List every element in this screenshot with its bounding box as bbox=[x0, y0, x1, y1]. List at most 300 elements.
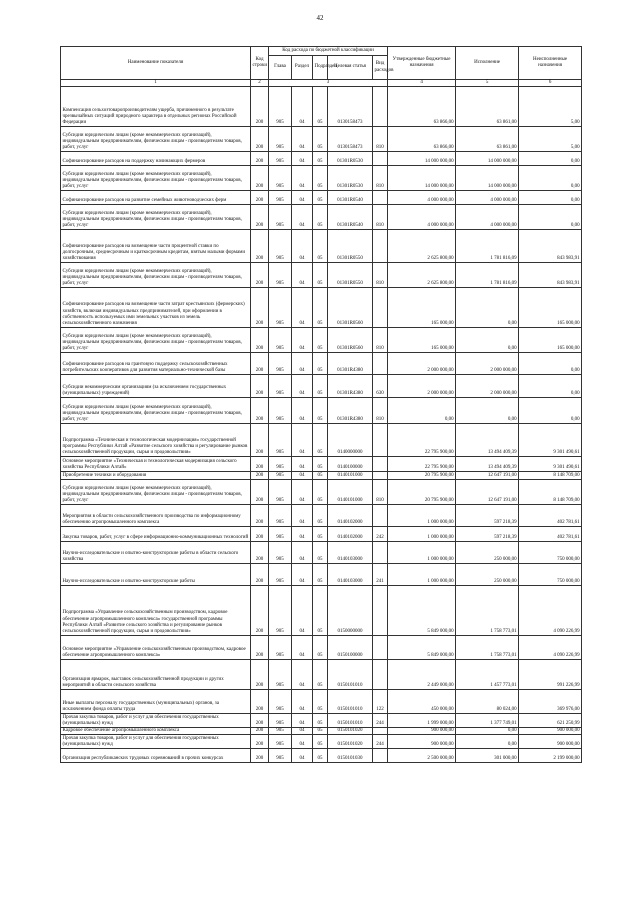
row-name: Подпрограмма «Управление сельскохозяйственным производством, кадровое обеспечение агропромышленного комплекса» государственной программы Республики Алтай «Развитие сельского хозяйства и регулирование рынков сельскохозяйственной продукции, сырья и продовольствия» bbox=[61, 586, 251, 636]
row-vr: 810 bbox=[373, 263, 388, 288]
table-row bbox=[61, 127, 582, 152]
row-approved: 63 866,00 bbox=[388, 127, 456, 152]
row-approved: 1 000 000,00 bbox=[388, 564, 456, 586]
table-row bbox=[61, 542, 582, 564]
row-glava: 905 bbox=[269, 353, 292, 375]
colnum: 3 bbox=[269, 80, 388, 87]
row-approved: 1 999 000,00 bbox=[388, 714, 456, 728]
row-approved: 2 449 000,00 bbox=[388, 660, 456, 690]
row-unexecuted: 402 781,61 bbox=[519, 505, 582, 527]
row-podrazdel: 05 bbox=[313, 152, 328, 166]
row-vr bbox=[373, 230, 388, 263]
row-podrazdel: 05 bbox=[313, 480, 328, 505]
row-name: Закупка товаров, работ, услуг в сфере информационно-коммуникационных технологий bbox=[61, 527, 251, 542]
row-vr: 810 bbox=[373, 166, 388, 191]
row-glava: 905 bbox=[269, 480, 292, 505]
row-unexecuted: 2 199 000,00 bbox=[519, 749, 582, 763]
row-unexecuted: 621 250,99 bbox=[519, 714, 582, 728]
row-name: Субсидии юридическим лицам (кроме некоммерческих организаций), индивидуальным предпринимателям, физическим лицам - производителям товаров, работ, услуг bbox=[61, 328, 251, 353]
row-unexecuted: 750 000,00 bbox=[519, 542, 582, 564]
row-vr bbox=[373, 660, 388, 690]
row-name: Прочая закупка товаров, работ и услуг для обеспечения государственных (муниципальных) нужд bbox=[61, 714, 251, 728]
page-number: 42 bbox=[316, 14, 324, 22]
row-glava: 905 bbox=[269, 375, 292, 398]
row-code: 200 bbox=[251, 353, 269, 375]
table-row bbox=[61, 424, 582, 457]
row-glava: 905 bbox=[269, 527, 292, 542]
row-executed: 1 457 773,01 bbox=[456, 660, 519, 690]
row-unexecuted: 991 226,99 bbox=[519, 660, 582, 690]
row-name: Софинансирование расходов на возмещение части процентной ставки по долгосрочным, среднесрочным и краткосрочным кредитам, взятым малыми формами хозяйствования bbox=[61, 230, 251, 263]
row-csr: 0140100000 bbox=[328, 457, 373, 472]
row-podrazdel: 05 bbox=[313, 505, 328, 527]
row-executed: 63 861,00 bbox=[456, 127, 519, 152]
row-unexecuted: 900 000,00 bbox=[519, 728, 582, 735]
row-name: Научно-исследовательские и опытно-конструкторские работы в области сельского хозяйства bbox=[61, 542, 251, 564]
row-vr: 810 bbox=[373, 398, 388, 424]
row-unexecuted: 900 000,00 bbox=[519, 735, 582, 749]
row-glava: 905 bbox=[269, 749, 292, 763]
row-executed: 12 647 191,00 bbox=[456, 472, 519, 480]
row-glava: 905 bbox=[269, 505, 292, 527]
row-executed: 1 758 773,01 bbox=[456, 636, 519, 660]
row-code: 200 bbox=[251, 542, 269, 564]
row-name: Организация ярмарок, выставок сельскохозяйственной продукции и других мероприятий в области сельского хозяйства bbox=[61, 660, 251, 690]
row-approved: 2 000 000,00 bbox=[388, 375, 456, 398]
row-name: Софинансирование расходов на развитие семейных животноводческих ферм bbox=[61, 191, 251, 205]
row-executed: 2 000 000,00 bbox=[456, 375, 519, 398]
table-row bbox=[61, 353, 582, 375]
row-code: 200 bbox=[251, 586, 269, 636]
table-row bbox=[61, 586, 582, 636]
row-podrazdel: 05 bbox=[313, 749, 328, 763]
table-row bbox=[61, 690, 582, 714]
row-unexecuted: 0,00 bbox=[519, 166, 582, 191]
row-name: Подпрограмма «Техническая и технологическая модернизация» государственной программы Республики Алтай «Развитие сельского хозяйства и регулирование рынков сельскохозяйственной продукции, сырья и продовольствия» bbox=[61, 424, 251, 457]
row-code: 200 bbox=[251, 87, 269, 127]
row-approved: 22 795 900,00 bbox=[388, 457, 456, 472]
table-row bbox=[61, 398, 582, 424]
row-unexecuted: 5,00 bbox=[519, 87, 582, 127]
header-name: Наименование показателя bbox=[61, 47, 251, 80]
row-vr bbox=[373, 87, 388, 127]
row-razdel: 04 bbox=[292, 424, 313, 457]
row-code: 200 bbox=[251, 714, 269, 728]
row-csr: 0140102000 bbox=[328, 527, 373, 542]
row-executed: 1 758 773,01 bbox=[456, 586, 519, 636]
row-csr: 01301R4380 bbox=[328, 398, 373, 424]
row-code: 200 bbox=[251, 288, 269, 328]
row-name: Прочая закупка товаров, работ и услуг для обеспечения государственных (муниципальных) нужд bbox=[61, 735, 251, 749]
row-code: 200 bbox=[251, 749, 269, 763]
row-unexecuted: 8 148 709,00 bbox=[519, 480, 582, 505]
row-vr: 241 bbox=[373, 564, 388, 586]
row-approved: 2 500 000,00 bbox=[388, 749, 456, 763]
table-row bbox=[61, 230, 582, 263]
header-unexecuted: Неисполненные назначения bbox=[519, 47, 582, 80]
row-csr: 0130158473 bbox=[328, 87, 373, 127]
row-razdel: 04 bbox=[292, 564, 313, 586]
row-razdel: 04 bbox=[292, 728, 313, 735]
row-csr: 0140102000 bbox=[328, 505, 373, 527]
row-glava: 905 bbox=[269, 564, 292, 586]
row-razdel: 04 bbox=[292, 87, 313, 127]
row-approved: 5 849 000,00 bbox=[388, 636, 456, 660]
colnum: 4 bbox=[388, 80, 456, 87]
table-row bbox=[61, 152, 582, 166]
header-glava: Глава bbox=[269, 56, 292, 80]
row-code: 200 bbox=[251, 152, 269, 166]
row-podrazdel: 05 bbox=[313, 714, 328, 728]
row-vr: 810 bbox=[373, 480, 388, 505]
row-csr: 0130158473 bbox=[328, 127, 373, 152]
row-podrazdel: 05 bbox=[313, 660, 328, 690]
row-code: 200 bbox=[251, 472, 269, 480]
row-executed: 2 000 000,00 bbox=[456, 353, 519, 375]
row-glava: 905 bbox=[269, 714, 292, 728]
row-vr bbox=[373, 586, 388, 636]
row-csr: 0150101020 bbox=[328, 728, 373, 735]
row-razdel: 04 bbox=[292, 735, 313, 749]
row-approved: 5 849 000,00 bbox=[388, 586, 456, 636]
row-glava: 905 bbox=[269, 230, 292, 263]
table-row bbox=[61, 166, 582, 191]
row-name: Субсидии юридическим лицам (кроме некоммерческих организаций), индивидуальным предпринимателям, физическим лицам - производителям товаров, работ, услуг bbox=[61, 166, 251, 191]
row-executed: 0,00 bbox=[456, 735, 519, 749]
row-podrazdel: 05 bbox=[313, 728, 328, 735]
row-code: 200 bbox=[251, 690, 269, 714]
row-razdel: 04 bbox=[292, 480, 313, 505]
row-unexecuted: 0,00 bbox=[519, 191, 582, 205]
row-name: Субсидии некоммерческим организациям (за исключением государственных (муниципальных) учреждений) bbox=[61, 375, 251, 398]
row-glava: 905 bbox=[269, 586, 292, 636]
row-razdel: 04 bbox=[292, 457, 313, 472]
row-executed: 597 218,39 bbox=[456, 527, 519, 542]
row-csr: 01301R0530 bbox=[328, 166, 373, 191]
row-razdel: 04 bbox=[292, 166, 313, 191]
row-razdel: 04 bbox=[292, 288, 313, 328]
row-executed: 250 000,00 bbox=[456, 564, 519, 586]
row-podrazdel: 05 bbox=[313, 472, 328, 480]
row-podrazdel: 05 bbox=[313, 564, 328, 586]
table-row bbox=[61, 660, 582, 690]
row-code: 200 bbox=[251, 230, 269, 263]
row-approved: 63 866,00 bbox=[388, 87, 456, 127]
row-code: 200 bbox=[251, 166, 269, 191]
row-csr: 0140101000 bbox=[328, 480, 373, 505]
row-razdel: 04 bbox=[292, 375, 313, 398]
row-code: 200 bbox=[251, 480, 269, 505]
row-csr: 0140101000 bbox=[328, 472, 373, 480]
row-name: Софинансирование расходов на поддержку начинающих фермеров bbox=[61, 152, 251, 166]
row-executed: 0,00 bbox=[456, 398, 519, 424]
row-name: Основное мероприятие «Техническая и технологическая модернизация сельского хозяйства Республики Алтай» bbox=[61, 457, 251, 472]
table-row bbox=[61, 749, 582, 763]
row-razdel: 04 bbox=[292, 127, 313, 152]
row-vr bbox=[373, 472, 388, 480]
row-vr bbox=[373, 542, 388, 564]
row-approved: 2 000 000,00 bbox=[388, 353, 456, 375]
row-razdel: 04 bbox=[292, 152, 313, 166]
row-glava: 905 bbox=[269, 542, 292, 564]
row-csr: 01301R0560 bbox=[328, 328, 373, 353]
row-name: Научно-исследовательские и опытно-конструкторские работы bbox=[61, 564, 251, 586]
row-name: Субсидии юридическим лицам (кроме некоммерческих организаций), индивидуальным предпринимателям, физическим лицам - производителям товаров, работ, услуг bbox=[61, 127, 251, 152]
row-vr bbox=[373, 152, 388, 166]
row-executed: 1 781 816,09 bbox=[456, 263, 519, 288]
row-name: Основное мероприятие «Управление сельскохозяйственным производством, кадровое обеспечение агропромышленного комплекса» bbox=[61, 636, 251, 660]
row-unexecuted: 0,00 bbox=[519, 398, 582, 424]
header-code: Код строки bbox=[251, 47, 269, 80]
row-executed: 4 000 000,00 bbox=[456, 205, 519, 230]
table-row bbox=[61, 480, 582, 505]
row-unexecuted: 8 148 709,00 bbox=[519, 472, 582, 480]
row-code: 200 bbox=[251, 205, 269, 230]
row-vr bbox=[373, 636, 388, 660]
row-podrazdel: 05 bbox=[313, 87, 328, 127]
row-vr bbox=[373, 505, 388, 527]
row-executed: 1 781 816,09 bbox=[456, 230, 519, 263]
row-vr bbox=[373, 353, 388, 375]
header-csr: Целевая статья bbox=[328, 56, 373, 80]
row-razdel: 04 bbox=[292, 353, 313, 375]
row-podrazdel: 05 bbox=[313, 586, 328, 636]
row-podrazdel: 05 bbox=[313, 353, 328, 375]
row-code: 200 bbox=[251, 527, 269, 542]
table-body bbox=[61, 87, 582, 763]
row-razdel: 04 bbox=[292, 749, 313, 763]
row-csr: 0140000000 bbox=[328, 424, 373, 457]
row-podrazdel: 05 bbox=[313, 166, 328, 191]
row-approved: 1 000 000,00 bbox=[388, 542, 456, 564]
colnum: 6 bbox=[519, 80, 582, 87]
row-podrazdel: 05 bbox=[313, 375, 328, 398]
row-approved: 4 000 000,00 bbox=[388, 191, 456, 205]
row-code: 200 bbox=[251, 636, 269, 660]
budget-table bbox=[60, 46, 582, 763]
header-razdel: Раздел bbox=[292, 56, 313, 80]
row-vr bbox=[373, 424, 388, 457]
row-podrazdel: 05 bbox=[313, 205, 328, 230]
row-code: 200 bbox=[251, 127, 269, 152]
table-row bbox=[61, 87, 582, 127]
row-podrazdel: 05 bbox=[313, 424, 328, 457]
header-podrazdel: Подраздел bbox=[313, 56, 328, 80]
row-approved: 20 795 900,00 bbox=[388, 480, 456, 505]
row-unexecuted: 0,00 bbox=[519, 152, 582, 166]
row-podrazdel: 05 bbox=[313, 328, 328, 353]
row-glava: 905 bbox=[269, 472, 292, 480]
row-csr: 0140103000 bbox=[328, 564, 373, 586]
row-razdel: 04 bbox=[292, 586, 313, 636]
row-code: 200 bbox=[251, 564, 269, 586]
row-executed: 0,00 bbox=[456, 328, 519, 353]
row-glava: 905 bbox=[269, 288, 292, 328]
row-code: 200 bbox=[251, 328, 269, 353]
row-name: Мероприятия в области сельскохозяйственного производства по информационному обеспечению агропромышленного комплекса bbox=[61, 505, 251, 527]
row-vr: 810 bbox=[373, 127, 388, 152]
header-vr: Вид расходов bbox=[373, 56, 388, 80]
row-razdel: 04 bbox=[292, 205, 313, 230]
row-unexecuted: 9 301 490,61 bbox=[519, 457, 582, 472]
row-unexecuted: 4 090 226,99 bbox=[519, 586, 582, 636]
row-name: Приобретение техники и оборудования bbox=[61, 472, 251, 480]
row-executed: 0,00 bbox=[456, 728, 519, 735]
row-csr: 01301R0530 bbox=[328, 152, 373, 166]
row-razdel: 04 bbox=[292, 263, 313, 288]
row-approved: 14 000 000,00 bbox=[388, 166, 456, 191]
row-podrazdel: 05 bbox=[313, 191, 328, 205]
row-podrazdel: 05 bbox=[313, 690, 328, 714]
row-name: Субсидии юридическим лицам (кроме некоммерческих организаций), индивидуальным предпринимателям, физическим лицам - производителям товаров, работ, услуг bbox=[61, 480, 251, 505]
row-vr: 242 bbox=[373, 527, 388, 542]
row-approved: 900 000,00 bbox=[388, 728, 456, 735]
row-executed: 250 000,00 bbox=[456, 542, 519, 564]
row-executed: 14 000 000,00 bbox=[456, 152, 519, 166]
row-vr: 630 bbox=[373, 375, 388, 398]
row-approved: 1 000 000,00 bbox=[388, 527, 456, 542]
row-csr: 01301R0550 bbox=[328, 263, 373, 288]
row-unexecuted: 0,00 bbox=[519, 205, 582, 230]
row-csr: 0150100000 bbox=[328, 636, 373, 660]
row-executed: 63 861,00 bbox=[456, 87, 519, 127]
row-unexecuted: 0,00 bbox=[519, 375, 582, 398]
row-razdel: 04 bbox=[292, 660, 313, 690]
row-razdel: 04 bbox=[292, 542, 313, 564]
row-glava: 905 bbox=[269, 127, 292, 152]
row-code: 200 bbox=[251, 375, 269, 398]
row-podrazdel: 05 bbox=[313, 457, 328, 472]
row-code: 200 bbox=[251, 457, 269, 472]
row-approved: 450 000,00 bbox=[388, 690, 456, 714]
row-code: 200 bbox=[251, 728, 269, 735]
row-unexecuted: 165 000,00 bbox=[519, 288, 582, 328]
row-vr bbox=[373, 457, 388, 472]
row-executed: 13 494 409,39 bbox=[456, 457, 519, 472]
row-csr: 0140103000 bbox=[328, 542, 373, 564]
row-unexecuted: 5,00 bbox=[519, 127, 582, 152]
row-approved: 1 000 000,00 bbox=[388, 505, 456, 527]
row-code: 200 bbox=[251, 424, 269, 457]
row-podrazdel: 05 bbox=[313, 398, 328, 424]
colnum: 5 bbox=[456, 80, 519, 87]
row-unexecuted: 750 000,00 bbox=[519, 564, 582, 586]
row-executed: 13 494 409,39 bbox=[456, 424, 519, 457]
row-name: Субсидии юридическим лицам (кроме некоммерческих организаций), индивидуальным предпринимателям, физическим лицам - производителям товаров, работ, услуг bbox=[61, 263, 251, 288]
row-executed: 4 000 000,00 bbox=[456, 191, 519, 205]
row-csr: 0150101010 bbox=[328, 660, 373, 690]
row-vr: 122 bbox=[373, 690, 388, 714]
table-row bbox=[61, 728, 582, 735]
row-razdel: 04 bbox=[292, 398, 313, 424]
row-code: 200 bbox=[251, 263, 269, 288]
table-row bbox=[61, 527, 582, 542]
row-unexecuted: 9 301 490,61 bbox=[519, 424, 582, 457]
row-csr: 01301R0540 bbox=[328, 191, 373, 205]
row-podrazdel: 05 bbox=[313, 527, 328, 542]
table-row bbox=[61, 288, 582, 328]
row-glava: 905 bbox=[269, 205, 292, 230]
row-csr: 01301R0550 bbox=[328, 230, 373, 263]
row-approved: 0,00 bbox=[388, 398, 456, 424]
row-glava: 905 bbox=[269, 728, 292, 735]
row-vr: 244 bbox=[373, 714, 388, 728]
table-row bbox=[61, 375, 582, 398]
row-approved: 165 000,00 bbox=[388, 328, 456, 353]
table-row bbox=[61, 735, 582, 749]
row-name: Иные выплаты персоналу государственных (муниципальных) органов, за исключением фонда оплаты труда bbox=[61, 690, 251, 714]
row-name: Организация республиканских трудовых соревнований в прочих конкурсах bbox=[61, 749, 251, 763]
row-csr: 0150101020 bbox=[328, 735, 373, 749]
row-csr: 0150101010 bbox=[328, 714, 373, 728]
colnum: 2 bbox=[251, 80, 269, 87]
row-executed: 1 377 749,01 bbox=[456, 714, 519, 728]
table-row bbox=[61, 328, 582, 353]
row-code: 200 bbox=[251, 660, 269, 690]
row-glava: 905 bbox=[269, 166, 292, 191]
row-approved: 2 625 800,00 bbox=[388, 230, 456, 263]
table-row bbox=[61, 263, 582, 288]
row-executed: 301 000,00 bbox=[456, 749, 519, 763]
row-unexecuted: 369 976,00 bbox=[519, 690, 582, 714]
row-vr: 810 bbox=[373, 328, 388, 353]
table-row bbox=[61, 636, 582, 660]
row-csr: 0150101030 bbox=[328, 749, 373, 763]
row-vr: 810 bbox=[373, 205, 388, 230]
table-row bbox=[61, 564, 582, 586]
row-name: Субсидии юридическим лицам (кроме некоммерческих организаций), индивидуальным предпринимателям, физическим лицам - производителям товаров, работ, услуг bbox=[61, 398, 251, 424]
row-razdel: 04 bbox=[292, 191, 313, 205]
row-glava: 905 bbox=[269, 263, 292, 288]
row-name: Субсидии юридическим лицам (кроме некоммерческих организаций), индивидуальным предпринимателям, физическим лицам - производителям товаров, работ, услуг bbox=[61, 205, 251, 230]
row-razdel: 04 bbox=[292, 472, 313, 480]
header-classification: Код расхода по бюджетной классификации bbox=[269, 47, 388, 56]
row-podrazdel: 05 bbox=[313, 735, 328, 749]
row-glava: 905 bbox=[269, 152, 292, 166]
row-csr: 0150000000 bbox=[328, 586, 373, 636]
row-vr bbox=[373, 749, 388, 763]
row-approved: 22 795 900,00 bbox=[388, 424, 456, 457]
row-vr: 244 bbox=[373, 735, 388, 749]
row-vr bbox=[373, 288, 388, 328]
row-glava: 905 bbox=[269, 457, 292, 472]
row-approved: 2 625 800,00 bbox=[388, 263, 456, 288]
row-code: 200 bbox=[251, 505, 269, 527]
row-glava: 905 bbox=[269, 690, 292, 714]
row-glava: 905 bbox=[269, 660, 292, 690]
row-razdel: 04 bbox=[292, 714, 313, 728]
row-glava: 905 bbox=[269, 424, 292, 457]
row-approved: 14 000 000,00 bbox=[388, 152, 456, 166]
row-glava: 905 bbox=[269, 328, 292, 353]
row-executed: 12 647 191,00 bbox=[456, 480, 519, 505]
row-unexecuted: 4 090 226,99 bbox=[519, 636, 582, 660]
row-code: 200 bbox=[251, 735, 269, 749]
row-podrazdel: 05 bbox=[313, 127, 328, 152]
row-name: Софинансирование расходов на грантовую поддержку сельскохозяйственных потребительских кооперативов для развития материально-технической базы bbox=[61, 353, 251, 375]
row-approved: 20 795 900,00 bbox=[388, 472, 456, 480]
table-row bbox=[61, 457, 582, 472]
row-csr: 01301R0540 bbox=[328, 205, 373, 230]
row-glava: 905 bbox=[269, 87, 292, 127]
row-razdel: 04 bbox=[292, 328, 313, 353]
row-name: Софинансирование расходов на возмещение части затрат крестьянских (фермерских) хозяйств, включая индивидуальных предпринимателей, при оформлении в собственность используемых ими земельных участков из земель сельскохозяйственного назначения bbox=[61, 288, 251, 328]
row-razdel: 04 bbox=[292, 690, 313, 714]
header-approved: Утвержденные бюджетные назначения bbox=[388, 47, 456, 80]
table-row bbox=[61, 205, 582, 230]
row-razdel: 04 bbox=[292, 230, 313, 263]
row-vr bbox=[373, 191, 388, 205]
